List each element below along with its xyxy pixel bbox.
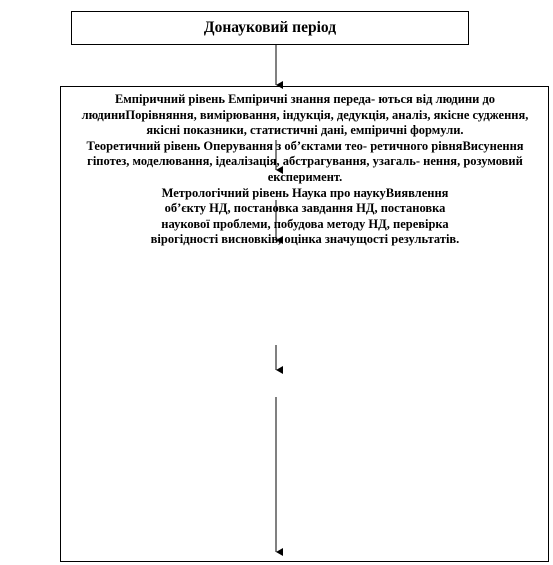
metrological-level-text: Метрологічний рівень Наука про наукуВиявлення об’єкту НД, постановка завдання НД, постановка наукової проблеми, побудова методу НД, перевірка вірогідності висновків, оцінка значущості результатів. bbox=[150, 185, 460, 247]
levels-text bbox=[62, 92, 548, 248]
empirical-level-text: Емпіричний рівень Емпіричні знання переда- ються від людини до людиниПорівняння, вимірювання, індукція, дедукція, аналіз, якісне судження, якісні показники, статистичні дані, емпіричні формули. bbox=[81, 92, 529, 138]
pre-scientific-period-title: Донауковий період bbox=[203, 19, 337, 36]
theoretical-level-text: Теоретичний рівень Оперування з об’єктами тео- ретичного рівняВисунення гіпотез, моделювання, ідеалізація, абстрагування, узагаль- нення, розумовий експеримент. bbox=[86, 138, 524, 184]
pre-scientific-period-box bbox=[71, 11, 469, 45]
